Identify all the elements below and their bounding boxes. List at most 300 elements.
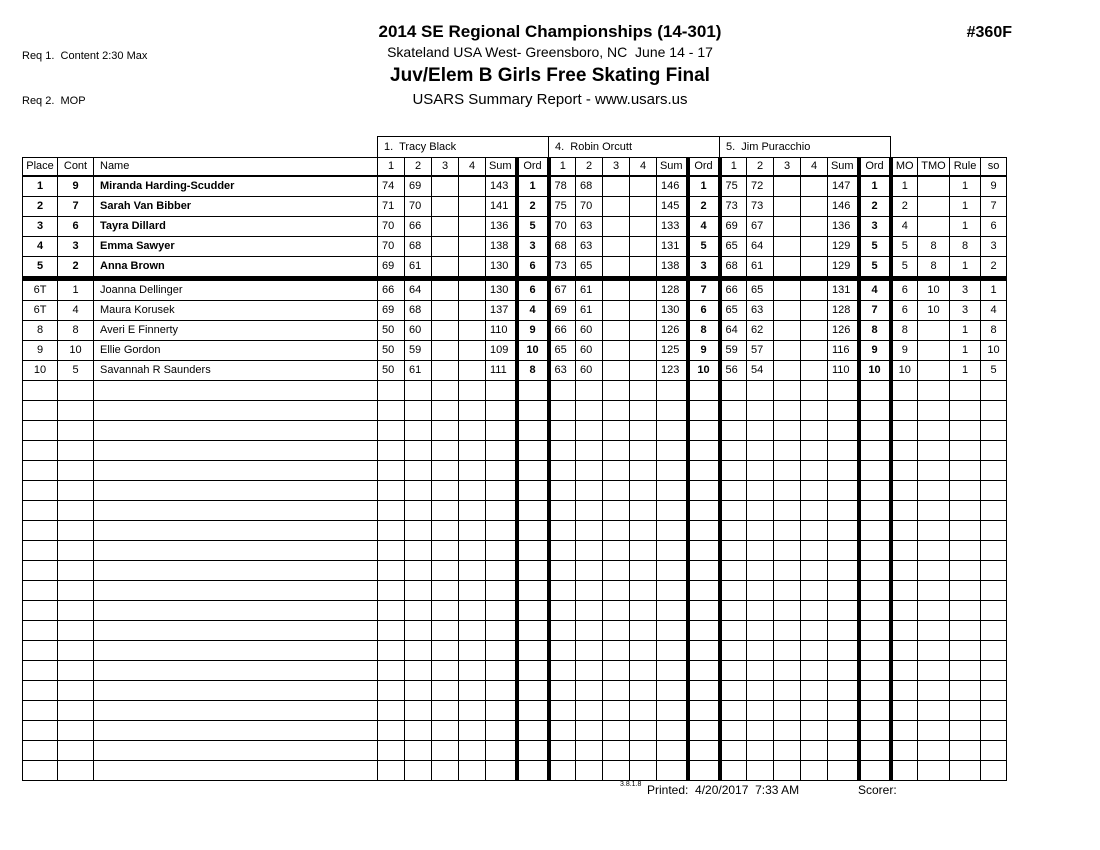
cell-rule <box>950 561 981 581</box>
cell-mo <box>891 381 918 401</box>
cell-score: 64 <box>747 237 774 257</box>
cell-score <box>432 521 459 541</box>
cell-score <box>774 741 801 761</box>
cell-score <box>432 721 459 741</box>
cell-cont <box>58 641 94 661</box>
cell-ordinal <box>859 381 891 401</box>
cell-score <box>432 279 459 301</box>
cell-so <box>981 501 1007 521</box>
cell-score <box>720 701 747 721</box>
cell-score <box>630 741 657 761</box>
venue-line: Skateland USA West- Greensboro, NC June 14 - 17 <box>387 44 713 60</box>
cell-score <box>549 481 576 501</box>
cell-score <box>549 621 576 641</box>
cell-score <box>378 761 405 781</box>
cell-score <box>405 381 432 401</box>
cell-score <box>432 176 459 197</box>
cell-mo <box>891 421 918 441</box>
cell-score: 50 <box>378 321 405 341</box>
col-header-score-2: 2 <box>576 158 603 177</box>
cell-score <box>747 581 774 601</box>
cell-sum: 141 <box>486 197 517 217</box>
cell-score <box>459 581 486 601</box>
cell-tmo <box>918 421 950 441</box>
cell-name <box>94 441 378 461</box>
cell-ordinal: 5 <box>688 237 720 257</box>
cell-rule: 1 <box>950 341 981 361</box>
cell-mo: 8 <box>891 321 918 341</box>
cell-rule <box>950 461 981 481</box>
cell-rule <box>950 541 981 561</box>
cell-cont <box>58 721 94 741</box>
cell-score <box>459 561 486 581</box>
cell-score: 72 <box>747 176 774 197</box>
cell-ordinal <box>688 421 720 441</box>
championship-title: 2014 SE Regional Championships (14-301) <box>378 22 722 41</box>
cell-so <box>981 521 1007 541</box>
cell-so: 5 <box>981 361 1007 381</box>
cell-sum <box>828 581 859 601</box>
table-row <box>23 197 1007 217</box>
cell-score <box>630 197 657 217</box>
cell-score <box>720 641 747 661</box>
cell-mo: 6 <box>891 279 918 301</box>
cell-mo: 1 <box>891 176 918 197</box>
cell-score <box>603 301 630 321</box>
cell-tmo <box>918 741 950 761</box>
report-type-line: USARS Summary Report - www.usars.us <box>412 91 688 108</box>
cell-ordinal: 4 <box>517 301 549 321</box>
cell-ordinal <box>688 501 720 521</box>
cell-score <box>603 621 630 641</box>
cell-score: 57 <box>747 341 774 361</box>
cell-place: 8 <box>23 321 58 341</box>
cell-ordinal: 7 <box>688 279 720 301</box>
cell-rule <box>950 521 981 541</box>
cell-tmo: 10 <box>918 279 950 301</box>
cell-sum: 143 <box>486 176 517 197</box>
cell-ordinal: 2 <box>688 197 720 217</box>
table-row <box>23 279 1007 301</box>
cell-sum <box>828 681 859 701</box>
cell-score <box>378 621 405 641</box>
cell-score <box>378 521 405 541</box>
cell-sum <box>657 761 688 781</box>
cell-score <box>378 741 405 761</box>
cell-score <box>459 401 486 421</box>
cell-tmo <box>918 661 950 681</box>
cell-score <box>603 541 630 561</box>
cell-cont <box>58 501 94 521</box>
cell-ordinal <box>859 421 891 441</box>
cell-sum <box>486 721 517 741</box>
cell-ordinal: 4 <box>859 279 891 301</box>
cell-ordinal: 5 <box>517 217 549 237</box>
cell-score: 68 <box>405 237 432 257</box>
cell-ordinal <box>859 441 891 461</box>
cell-ordinal: 10 <box>859 361 891 381</box>
col-header-score-1: 1 <box>549 158 576 177</box>
table-row <box>23 301 1007 321</box>
cell-rule <box>950 481 981 501</box>
cell-score <box>432 701 459 721</box>
cell-ordinal: 3 <box>688 257 720 279</box>
cell-score <box>747 541 774 561</box>
cell-score: 66 <box>549 321 576 341</box>
cell-score <box>630 561 657 581</box>
cell-score <box>630 381 657 401</box>
cell-score: 60 <box>405 321 432 341</box>
cell-ordinal <box>688 721 720 741</box>
cell-score <box>603 257 630 279</box>
cell-score <box>405 621 432 641</box>
cell-score <box>801 501 828 521</box>
cell-so: 4 <box>981 301 1007 321</box>
cell-score: 78 <box>549 176 576 197</box>
cell-ordinal <box>517 541 549 561</box>
cell-mo: 6 <box>891 301 918 321</box>
cell-rule: 1 <box>950 197 981 217</box>
cell-score <box>774 621 801 641</box>
table-row <box>23 257 1007 279</box>
cell-tmo <box>918 361 950 381</box>
cell-score <box>720 561 747 581</box>
cell-ordinal: 8 <box>859 321 891 341</box>
cell-ordinal: 4 <box>688 217 720 237</box>
cell-sum: 146 <box>657 176 688 197</box>
empty-row <box>23 761 1007 781</box>
cell-score <box>603 341 630 361</box>
cell-ordinal: 10 <box>517 341 549 361</box>
cell-sum <box>828 421 859 441</box>
cell-score <box>801 237 828 257</box>
cell-mo: 4 <box>891 217 918 237</box>
cell-score <box>801 461 828 481</box>
cell-ordinal <box>859 681 891 701</box>
cell-score <box>459 176 486 197</box>
cell-cont <box>58 601 94 621</box>
cell-score <box>720 461 747 481</box>
cell-score <box>378 721 405 741</box>
cell-so <box>981 601 1007 621</box>
cell-score <box>630 361 657 381</box>
cell-score: 65 <box>747 279 774 301</box>
cell-score: 70 <box>405 197 432 217</box>
cell-score <box>603 279 630 301</box>
cell-mo <box>891 701 918 721</box>
empty-row <box>23 501 1007 521</box>
cell-rule: 1 <box>950 321 981 341</box>
cell-score <box>576 501 603 521</box>
cell-sum: 136 <box>828 217 859 237</box>
cell-score <box>801 361 828 381</box>
cell-score <box>603 601 630 621</box>
cell-sum: 137 <box>486 301 517 321</box>
cell-name <box>94 381 378 401</box>
cell-name <box>94 641 378 661</box>
cell-sum: 125 <box>657 341 688 361</box>
cell-place: 9 <box>23 341 58 361</box>
cell-score <box>630 217 657 237</box>
cell-score: 64 <box>405 279 432 301</box>
cell-name: Maura Korusek <box>94 301 378 321</box>
cell-score <box>720 421 747 441</box>
cell-score <box>630 481 657 501</box>
cell-score <box>576 721 603 741</box>
cell-ordinal <box>517 661 549 681</box>
cell-score: 59 <box>720 341 747 361</box>
cell-score <box>801 761 828 781</box>
title-block <box>0 22 1100 108</box>
cell-score <box>603 217 630 237</box>
cell-ordinal: 3 <box>517 237 549 257</box>
cell-tmo <box>918 561 950 581</box>
cell-sum: 131 <box>657 237 688 257</box>
cell-score <box>432 501 459 521</box>
cell-cont <box>58 581 94 601</box>
cell-score <box>801 721 828 741</box>
cell-score <box>603 321 630 341</box>
cell-score <box>576 401 603 421</box>
cell-score <box>720 501 747 521</box>
cell-ordinal <box>859 741 891 761</box>
cell-mo: 2 <box>891 197 918 217</box>
cell-score: 73 <box>747 197 774 217</box>
cell-sum <box>657 741 688 761</box>
cell-score <box>747 661 774 681</box>
cell-place <box>23 741 58 761</box>
cell-mo <box>891 461 918 481</box>
cell-score <box>576 561 603 581</box>
empty-row <box>23 601 1007 621</box>
cell-score <box>549 701 576 721</box>
cell-tmo: 8 <box>918 237 950 257</box>
cell-sum <box>657 421 688 441</box>
cell-score <box>459 721 486 741</box>
cell-sum <box>486 461 517 481</box>
cell-sum <box>486 481 517 501</box>
cell-rule: 3 <box>950 279 981 301</box>
cell-score <box>801 257 828 279</box>
cell-so: 9 <box>981 176 1007 197</box>
cell-so <box>981 741 1007 761</box>
cell-score <box>432 321 459 341</box>
cell-cont <box>58 441 94 461</box>
cell-sum <box>828 761 859 781</box>
cell-tmo <box>918 541 950 561</box>
cell-so <box>981 701 1007 721</box>
col-header-mo: MO <box>891 158 918 177</box>
cell-score <box>432 361 459 381</box>
cell-ordinal <box>859 721 891 741</box>
cell-score <box>576 541 603 561</box>
cell-name: Joanna Dellinger <box>94 279 378 301</box>
cell-score: 59 <box>405 341 432 361</box>
cell-name <box>94 661 378 681</box>
cell-sum: 146 <box>828 197 859 217</box>
cell-cont: 4 <box>58 301 94 321</box>
cell-sum <box>657 541 688 561</box>
cell-ordinal <box>517 681 549 701</box>
cell-score <box>801 321 828 341</box>
cell-cont <box>58 381 94 401</box>
cell-score <box>432 197 459 217</box>
cell-sum: 109 <box>486 341 517 361</box>
cell-score <box>747 641 774 661</box>
cell-sum <box>828 561 859 581</box>
cell-score <box>378 441 405 461</box>
cell-ordinal <box>688 741 720 761</box>
cell-score <box>801 217 828 237</box>
cell-score <box>459 381 486 401</box>
cell-name <box>94 581 378 601</box>
cell-sum <box>486 381 517 401</box>
cell-tmo <box>918 321 950 341</box>
cell-score <box>549 641 576 661</box>
cell-score: 65 <box>576 257 603 279</box>
cell-sum <box>657 701 688 721</box>
cell-score <box>603 481 630 501</box>
cell-score <box>801 341 828 361</box>
cell-rule <box>950 441 981 461</box>
cell-ordinal: 5 <box>859 257 891 279</box>
cell-so <box>981 561 1007 581</box>
cell-cont <box>58 681 94 701</box>
cell-score: 54 <box>747 361 774 381</box>
cell-rule <box>950 741 981 761</box>
cell-score <box>405 741 432 761</box>
cell-sum <box>486 601 517 621</box>
cell-cont <box>58 421 94 441</box>
cell-ordinal <box>517 441 549 461</box>
cell-sum <box>828 401 859 421</box>
cell-score: 61 <box>747 257 774 279</box>
cell-mo <box>891 601 918 621</box>
cell-tmo <box>918 521 950 541</box>
cell-score <box>405 461 432 481</box>
cell-cont <box>58 481 94 501</box>
cell-ordinal <box>688 461 720 481</box>
cell-score: 65 <box>720 301 747 321</box>
cell-score <box>774 237 801 257</box>
cell-so: 3 <box>981 237 1007 257</box>
cell-place <box>23 441 58 461</box>
cell-sum: 111 <box>486 361 517 381</box>
cell-score <box>747 381 774 401</box>
empty-row <box>23 721 1007 741</box>
cell-score <box>774 441 801 461</box>
cell-sum <box>657 681 688 701</box>
cell-mo <box>891 481 918 501</box>
cell-score <box>720 481 747 501</box>
cell-score <box>630 501 657 521</box>
cell-ordinal <box>517 561 549 581</box>
cell-score <box>576 421 603 441</box>
cell-so <box>981 461 1007 481</box>
cell-mo: 5 <box>891 237 918 257</box>
cell-mo: 10 <box>891 361 918 381</box>
cell-name: Averi E Finnerty <box>94 321 378 341</box>
cell-cont <box>58 521 94 541</box>
cell-score <box>549 661 576 681</box>
cell-ordinal <box>688 701 720 721</box>
scorer-label: Scorer: <box>858 783 897 797</box>
cell-score <box>549 441 576 461</box>
cell-score <box>459 541 486 561</box>
event-number: #360F <box>966 24 1012 41</box>
cell-score <box>774 217 801 237</box>
cell-place <box>23 381 58 401</box>
cell-score <box>405 761 432 781</box>
cell-sum <box>828 661 859 681</box>
cell-score <box>459 741 486 761</box>
cell-ordinal <box>688 661 720 681</box>
cell-place <box>23 701 58 721</box>
cell-sum <box>486 641 517 661</box>
cell-sum <box>486 561 517 581</box>
cell-ordinal <box>688 441 720 461</box>
cell-score <box>747 621 774 641</box>
cell-mo <box>891 721 918 741</box>
cell-cont: 7 <box>58 197 94 217</box>
cell-rule <box>950 621 981 641</box>
cell-score <box>774 361 801 381</box>
cell-score <box>459 257 486 279</box>
cell-score <box>603 197 630 217</box>
cell-ordinal <box>859 621 891 641</box>
col-header-place: Place <box>23 158 58 177</box>
cell-ordinal: 8 <box>517 361 549 381</box>
cell-score <box>630 661 657 681</box>
cell-score <box>774 661 801 681</box>
cell-score <box>720 661 747 681</box>
cell-score <box>774 721 801 741</box>
cell-score <box>801 661 828 681</box>
cell-score <box>459 301 486 321</box>
cell-sum <box>828 641 859 661</box>
col-header-ord: Ord <box>517 158 549 177</box>
cell-ordinal: 2 <box>859 197 891 217</box>
cell-score <box>747 761 774 781</box>
cell-ordinal <box>688 401 720 421</box>
cell-score: 75 <box>720 176 747 197</box>
cell-sum <box>486 521 517 541</box>
cell-so <box>981 421 1007 441</box>
cell-score: 60 <box>576 321 603 341</box>
cell-name: Tayra Dillard <box>94 217 378 237</box>
cell-score <box>774 461 801 481</box>
cell-score <box>459 279 486 301</box>
cell-sum: 128 <box>828 301 859 321</box>
cell-sum <box>486 421 517 441</box>
cell-ordinal: 10 <box>688 361 720 381</box>
cell-ordinal: 9 <box>859 341 891 361</box>
table-row <box>23 361 1007 381</box>
empty-row <box>23 561 1007 581</box>
cell-score <box>378 541 405 561</box>
cell-score <box>630 701 657 721</box>
col-header-score-4: 4 <box>630 158 657 177</box>
cell-score <box>630 721 657 741</box>
cell-score <box>774 521 801 541</box>
cell-score <box>432 237 459 257</box>
empty-row <box>23 481 1007 501</box>
spacer-cell <box>891 137 1007 158</box>
cell-sum <box>657 461 688 481</box>
cell-score <box>432 761 459 781</box>
cell-score <box>432 217 459 237</box>
cell-place <box>23 421 58 441</box>
